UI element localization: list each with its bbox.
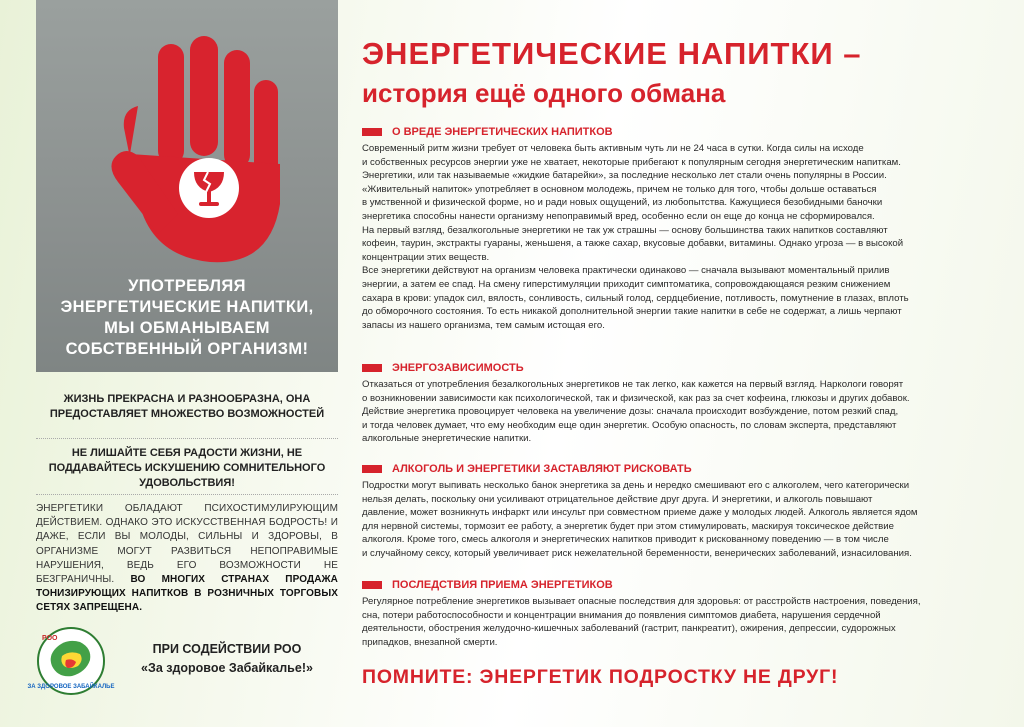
divider xyxy=(36,494,338,495)
section-heading-text: ЭНЕРГОЗАВИСИМОСТЬ xyxy=(392,362,524,374)
section-heading-text: АЛКОГОЛЬ И ЭНЕРГЕТИКИ ЗАСТАВЛЯЮТ РИСКОВАТЬ xyxy=(392,463,692,475)
support-line-1: ПРИ СОДЕЙСТВИИ РОО xyxy=(152,642,302,656)
red-bar-icon xyxy=(362,581,382,589)
red-bar-icon xyxy=(362,128,382,136)
main-subtitle: история ещё одного обмана xyxy=(362,78,726,108)
red-bar-icon xyxy=(362,364,382,372)
dont-deprive-yourself-text: НЕ ЛИШАЙТЕ СЕБЯ РАДОСТИ ЖИЗНИ, НЕ ПОДДАВАЙТЕСЬ ИСКУШЕНИЮ СОМНИТЕЛЬНОГО УДОВОЛЬСТВИЯ! xyxy=(48,447,326,489)
divider xyxy=(36,438,338,439)
support-credit xyxy=(112,640,342,678)
section-heading-text: О ВРЕДЕ ЭНЕРГЕТИЧЕСКИХ НАПИТКОВ xyxy=(392,126,613,138)
left-body-regular: ЭНЕРГЕТИКИ ОБЛАДАЮТ ПСИХОСТИМУЛИРУЮЩИМ ДЕЙСТВИЕМ. ОДНАКО ЭТО ИСКУССТВЕННАЯ БОДРОСТЬ! И ДАЖЕ, ЕСЛИ ВЫ МОЛОДЫ, СИЛЬНЫ И ЗДОРОВЫ, В ОРГАНИЗМЕ МОГУТ РАЗВИТЬСЯ НЕПОПРАВИМЫЕ НАРУШЕНИЯ, ВЕДЬ ЕГО ВОЗМОЖНОСТИ НЕ БЕЗГРАНИЧНЫ. xyxy=(36,503,338,586)
stop-hand-graphic xyxy=(108,36,286,266)
support-line-2: «За здоровое Забайкалье!» xyxy=(141,661,313,675)
logo-caption: ЗА ЗДОРОВОЕ ЗАБАЙКАЛЬЕ xyxy=(27,684,115,690)
section-consequences xyxy=(362,578,992,649)
red-bar-icon xyxy=(362,465,382,473)
closing-slogan: ПОМНИТЕ: ЭНЕРГЕТИК ПОДРОСТКУ НЕ ДРУГ! xyxy=(362,666,839,688)
section-heading-text: ПОСЛЕДСТВИЯ ПРИЕМА ЭНЕРГЕТИКОВ xyxy=(392,579,613,591)
section-body: Современный ритм жизни требует от человека быть активным чуть ли не 24 часа в сутки. Когда силы на исходе и собственных ресурсов энергии уже не хватает, некоторые прибегают к популярным сегодня энергетическим напиткам. Энергетики, или так называемые «жидкие батарейки», за последние несколько лет стали очень популярны в России. «Живительный напиток» употребляет в основном молодежь, причем не только для того, чтобы дольше оставаться в умственной и физической форме, но и ради новых ощущений, из любопытства. Кажущиеся безобидными баночки энергетика способны нанести организму непоправимый вред, особенно если он еще до конца не сформировался. На первый взгляд, безалкогольные энергетики не так уж страшны — основу большинства таких напитков составляют кофеин, таурин, экстракты гуараны, женьшеня, а также сахар, вкусовые добавки, витамины. Однако угроза — в высокой концентрации этих веществ. Все энергетики действуют на организм человека практически одинаково — сначала вызывают моментальный прилив энергии, а затем ее спад. На смену гиперстимуляции приходит симптоматика, сопровождающаяся резким снижением сахара в крови: упадок сил, вялость, сонливость, сильный голод, сердцебиение, потливость, помутнение в глазах, вплоть до обморочного состояния. То есть никакой дополнительной энергии такие напитки в себе не содержат, а лишь черпают запасы из нашего организма, тем самым истощая его. xyxy=(362,143,909,331)
section-body: Подростки могут выпивать несколько банок энергетика за день и нередко смешивают его с алкоголем, чего категорически нельзя делать, поскольку они усиливают отрицательное действие друг друга. И энергетики, и алкоголь повышают давление, может возникнуть инфаркт или инсульт при совместном приеме даже у молодых людей. Алкоголь является ядом для нервной системы, тормозит ее работу, а энергетик будет при этом стимулировать, маскируя токсическое действие алкоголя. Кроме того, смесь алкоголя и энергетических напитков приводит к рискованному поведению — в том числе и случайному сексу, который увеличивает риск нежелательной беременности, венерических заболеваний, изнасилования. xyxy=(362,480,918,559)
section-heading xyxy=(362,462,992,476)
stop-hand-icon xyxy=(108,36,286,266)
left-body-text xyxy=(36,502,338,616)
section-body: Отказаться от употребления безалкогольных энергетиков не так легко, как кажется на первый взгляд. Наркологи говорят о возникновении зависимости как психологической, так и физической, как раз за счет кофеина, глюкозы и других добавок. Действие энергетика провоцирует человека на увеличение дозы: сначала происходит возбуждение, потом резкий спад, и тогда человек думает, что ему необходим еще один энергетик. Особую опасность, по словам эксперта, представляют алкогольные энергетические напитки. xyxy=(362,379,910,445)
main-title: ЭНЕРГЕТИЧЕСКИЕ НАПИТКИ – xyxy=(362,36,862,71)
section-body: Регулярное потребление энергетиков вызывает опасные последствия для здоровья: от расстройств настроения, поведения, сна, потери работоспособности и концентрации внимания до появления симптомов диабета, нарушения сердечной деятельности, обострения желудочно-кишечных заболеваний (гастрит, панкреатит), ожирения, депрессии, судорожных припадков, внезапной смерти. xyxy=(362,596,921,648)
section-dependency xyxy=(362,361,992,446)
section-heading xyxy=(362,578,992,592)
section-alcohol xyxy=(362,462,992,561)
left-slogan: УПОТРЕБЛЯЯ ЭНЕРГЕТИЧЕСКИЕ НАПИТКИ, МЫ ОБМАНЫВАЕМ СОБСТВЕННЫЙ ОРГАНИЗМ! xyxy=(60,277,314,358)
life-is-beautiful-text: ЖИЗНЬ ПРЕКРАСНА И РАЗНООБРАЗНА, ОНА ПРЕДОСТАВЛЯЕТ МНОЖЕСТВО ВОЗМОЖНОСТЕЙ xyxy=(49,393,325,420)
left-body-bold: ВО МНОГИХ СТРАНАХ ПРОДАЖА ТОНИЗИРУЮЩИХ НАПИТКОВ В РОЗНИЧНЫХ ТОРГОВЫХ СЕТЯХ ЗАПРЕЩЕНА. xyxy=(36,574,338,614)
roo-logo xyxy=(27,626,115,696)
section-heading xyxy=(362,361,992,375)
logo-small-text: РОО xyxy=(42,635,58,642)
section-harm xyxy=(362,125,992,332)
left-grey-panel xyxy=(36,0,338,372)
section-heading xyxy=(362,125,992,139)
